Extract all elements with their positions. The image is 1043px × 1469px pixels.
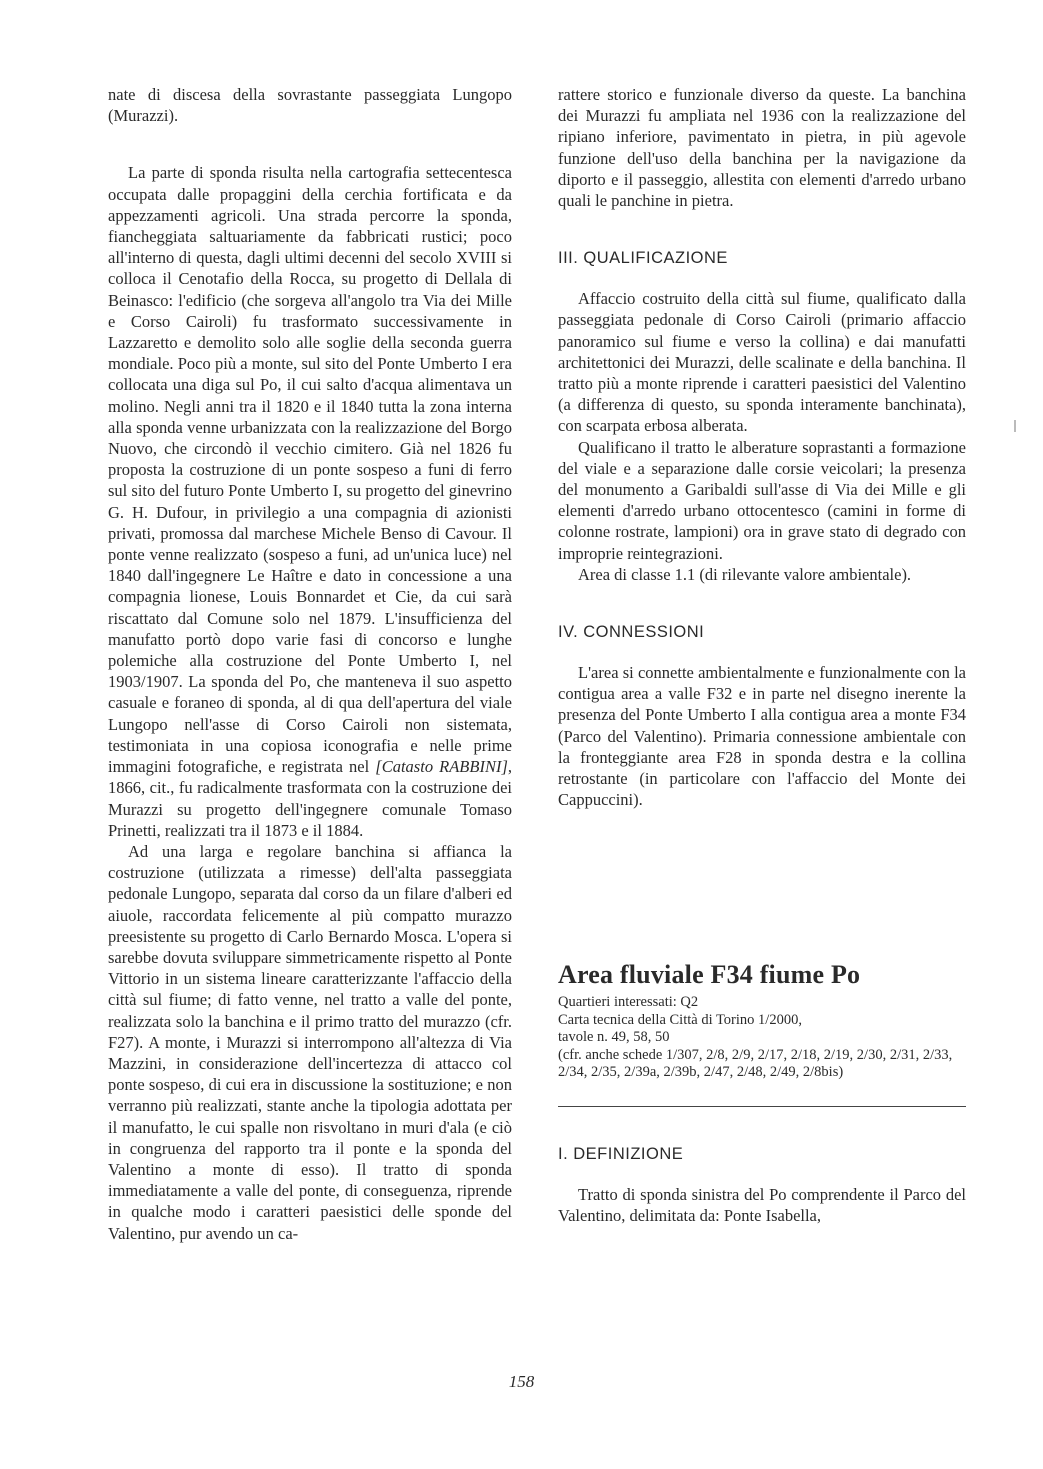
paragraph-history xyxy=(108,162,512,841)
area-carta: Carta tecnica della Città di Torino 1/2000, xyxy=(558,1011,802,1028)
paragraph-definizione: Tratto di sponda sinistra del Po comprendente il Parco del Valentino, delimitata da: Ponte Isabella, xyxy=(558,1184,966,1226)
paragraph-qualificazione-1: Affaccio costruito della città sul fiume, qualificato dalla passeggiata pedonale di Corso Cairoli (primario affaccio panoramico sul fiume e verso la collina) e dai manufatti architettonici dei Murazzi, delle scalinate e della banchina. Il tratto più a monte riprende i caratteri paesistici del Valentino (a differenza di questo, su sponda interamente banchinata), con scarpata erbosa alberata. xyxy=(558,289,966,436)
area-schede: (cfr. anche schede 1/307, 2/8, 2/9, 2/17, 2/18, 2/19, 2/30, 2/31, 2/33, 2/34, 2/35, 2/39a, 2/39b, 2/47, 2/48, 2/49, 2/8bis) xyxy=(558,1046,953,1081)
paragraph-qualificazione-3: Area di classe 1.1 (di rilevante valore ambientale). xyxy=(578,564,912,584)
area-quartieri: Quartieri interessati: Q2 xyxy=(558,994,699,1011)
page-number: 158 xyxy=(508,1372,535,1391)
section-heading-connessioni: IV. CONNESSIONI xyxy=(558,623,705,642)
area-tavole: tavole n. 49, 58, 50 xyxy=(558,1029,670,1046)
paragraph-intro-continuation: nate di discesa della sovrastante passeggiata Lungopo (Murazzi). xyxy=(108,85,512,126)
margin-mark xyxy=(1014,420,1016,432)
paragraph-connessioni: L'area si connette ambientalmente e funzionalmente con la contigua area a valle F32 e in parte nel disegno inerente la presenza del Ponte Umberto I alla contigua area a monte F34 (Parco del Valentino). Primaria connessione ambientale con la fronteggiante area F28 in sponda destra e la collina retrostante (in particolare con l'affaccio del Monte dei Cappuccini). xyxy=(558,663,966,810)
history-text-end: , 1866, cit., fu radicalmente trasformata con la costruzione dei Murazzi su progetto dell'ingegnere comunale Tomaso Prinetti, realizzati tra il 1873 e il 1884. xyxy=(108,757,513,840)
section-divider xyxy=(558,1106,966,1107)
area-metadata xyxy=(558,994,966,1082)
history-text: La parte di sponda risulta nella cartografia settecentesca occupata dalle propaggini della cerchia fortificata e da appezzamenti agricoli. Una strada percorre la sponda, fiancheggiata saltuariamente da fabbricati rustici; poco all'interno di questa, dagli ultimi decenni del secolo XVIII si colloca il Cenotafio della Rocca, su progetto di Dellala di Beinasco: l'edificio (che sorgeva all'angolo tra Via dei Mille e Corso Cairoli) fu trasformato successivamente in Lazzaretto e demolito solo alle soglie della seconda guerra mondiale. Poco più a monte, sul sito del Ponte Umberto I era collocata una diga sul Po, il cui salto d'acqua alimentava un molino. Negli anni tra il 1820 e il 1840 tutta la zona interna alla sponda venne urbanizzata con la realizzazione del Borgo Nuovo, che circondò il vecchio cimitero. Già nel 1826 fu proposta la costruzione di un ponte sospeso a funi di ferro sul sito del futuro Ponte Umberto I, su progetto del ginevrino G. H. Dufour, in privilegio a una compagnia di azionisti privati, promossa dal marchese Michele Benso di Cavour. Il ponte venne realizzato (sospeso a funi, ad un'unica luce) nel 1840 dall'ingegnere Le Haître e dato in concessione a una compagnia lionese, Louis Bonnardet et Cie, da cui sarà riscattato dal Comune solo nel 1879. L'insufficienza del manufatto portò dopo varie fasi di concorso e lunghe polemiche alla costruzione del Ponte Umberto I, nel 1903/1907. La sponda del Po, che manteneva il suo aspetto casuale e foraneo di sponda, al di qua dell'apertura del viale Lungopo nell'asse di Corso Cairoli non sistemata, testimoniata in una copiosa iconografia e nelle prime immagini fotografiche, e registrata nel xyxy=(108,163,512,777)
area-header xyxy=(558,960,966,1107)
catasto-reference: [Catasto RABBINI] xyxy=(375,757,508,777)
paragraph-banchina: Ad una larga e regolare banchina si affianca la costruzione (utilizzata a rimesse) dell'alta passeggiata pedonale Lungopo, separata dal corso da un filare d'alberi ed aiuole, raccordata felicemente al più compatto murazzo preesistente su progetto di Carlo Bernardo Mosca. L'opera si sarebbe dovuta sviluppare simmetricamente rispetto al Ponte Vittorio in un sistema lineare caratterizzante l'affaccio della città sul fiume; di fatto venne, nel tratto a valle del ponte, realizzata solo la banchina e il primo tratto del murazzo (cfr. F27). A monte, i Murazzi si interrompono all'altezza di Via Mazzini, in considerazione dell'incertezza di attacco col ponte sospeso, di cui era in discussione la sostituzione; e non verranno più realizzati, stante anche la tipologia adottata per il manufatto, le cui spalle non risvoltano in muri d'ala (e ciò in congruenza del rapporto tra il ponte e la sponda del Valentino a monte di esso). Il tratto di sponda immediatamente a valle del ponte, di conseguenza, riprende in qualche modo i caratteri paesistici delle sponde del Valentino, pur avendo un ca- xyxy=(108,841,512,1243)
left-column xyxy=(108,84,512,1244)
section-heading-qualificazione: III. QUALIFICAZIONE xyxy=(558,249,728,268)
area-title: Area fluviale F34 fiume Po xyxy=(558,960,861,990)
paragraph-qualificazione-2: Qualificano il tratto le alberature soprastanti a formazione del viale e a separazione dalle corsie veicolari; la presenza del monumento a Garibaldi sull'asse di Via dei Mille e gli elementi d'arredo urbano ottocentesco (camini in forme di colonne rostrate, lampioni) ora in grave stato di degrado con improprie reintegrazioni. xyxy=(558,437,966,563)
right-column xyxy=(558,84,966,1226)
paragraph-carattere: rattere storico e funzionale diverso da queste. La banchina dei Murazzi fu ampliata nel 1936 con la realizzazione del ripiano inferiore, pavimentato in pietra, in più agevole funzione dell'uso della banchina per la navigazione da diporto e il passeggio, allestita con elementi d'arredo urbano quali le panchine in pietra. xyxy=(558,85,966,211)
section-heading-definizione: I. DEFINIZIONE xyxy=(558,1144,684,1163)
